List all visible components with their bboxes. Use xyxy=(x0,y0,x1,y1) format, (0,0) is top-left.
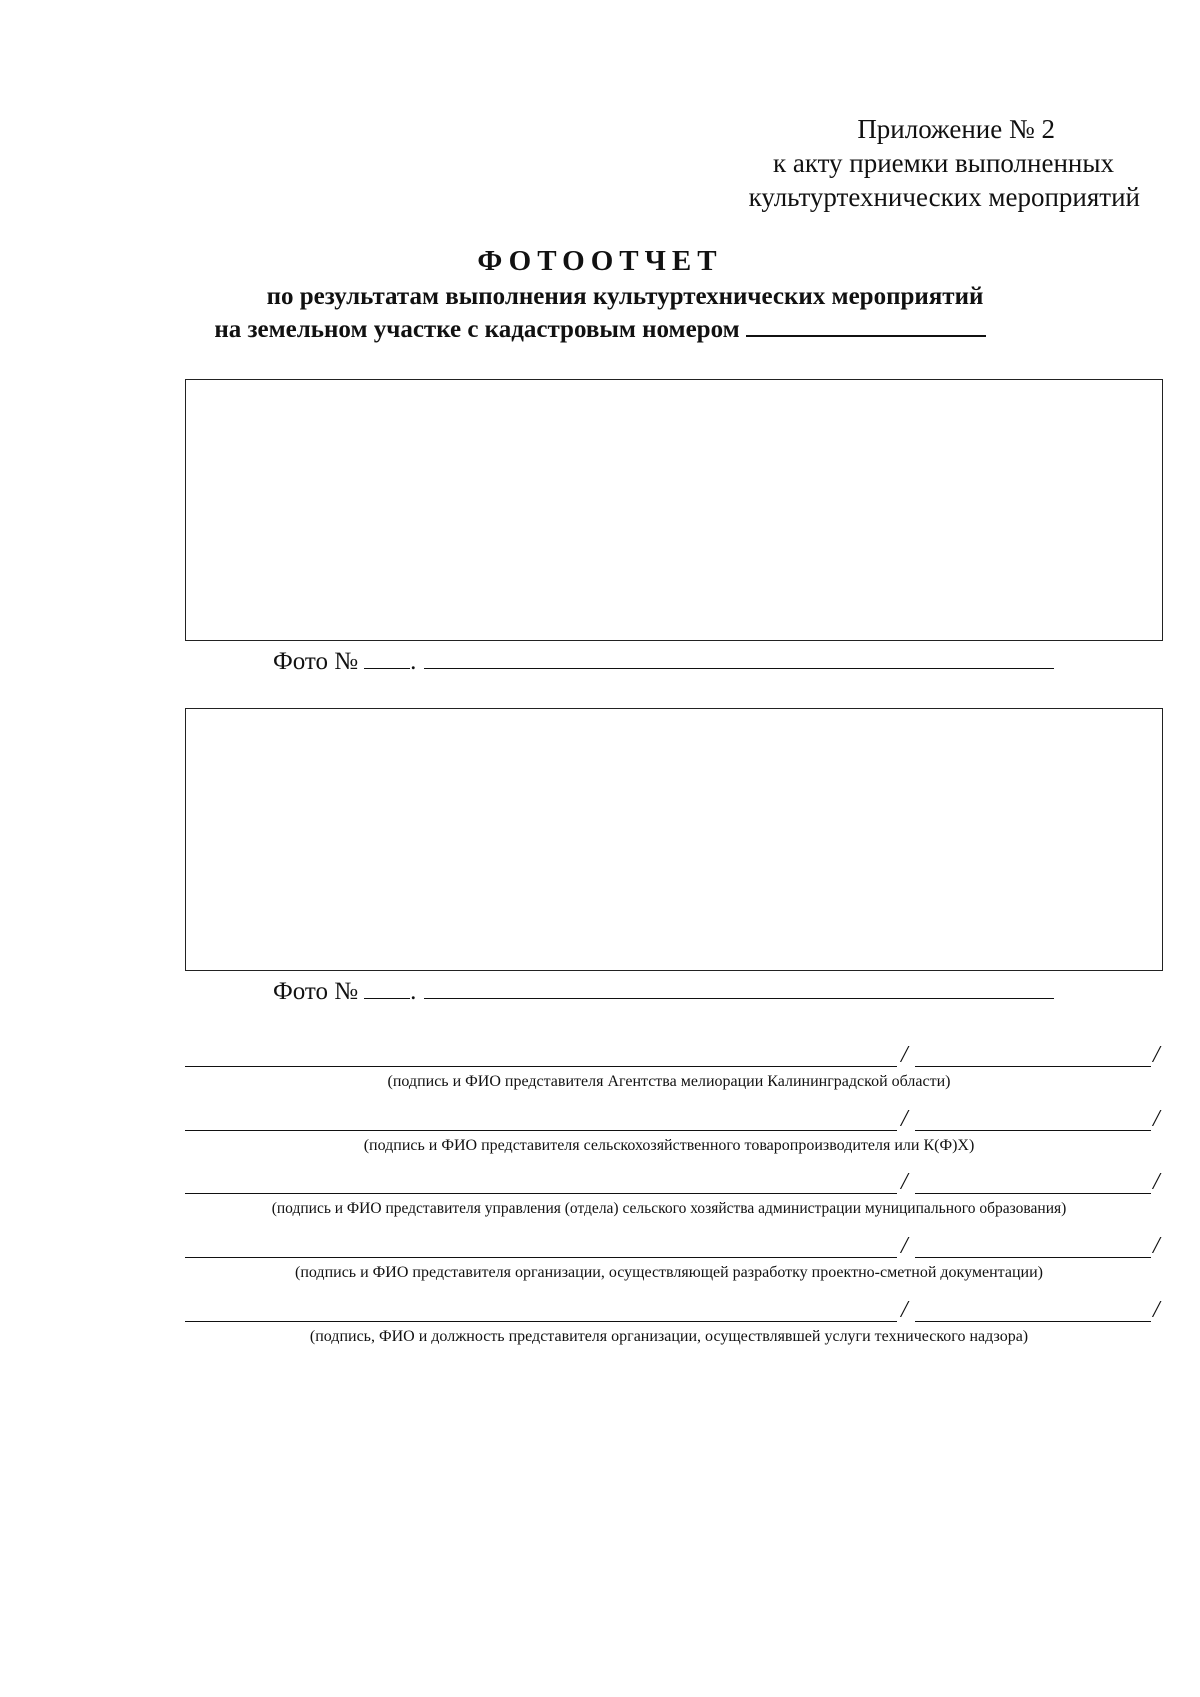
subtitle-line-2 xyxy=(0,313,1200,346)
signature-field[interactable] xyxy=(185,1130,897,1131)
signature-row-producer xyxy=(185,1106,1165,1166)
appendix-reference: к акту приемки выполненных xyxy=(772,148,1114,178)
photo-placeholder-1[interactable] xyxy=(185,379,1163,641)
photo-number-field[interactable] xyxy=(364,978,410,999)
signature-hint: (подпись и ФИО представителя сельскохозяйственного товаропроизводителя или К(Ф)Х) xyxy=(363,1137,975,1154)
subtitle-line-2-text: на земельном участке с кадастровым номером xyxy=(214,316,740,343)
separator-slash: / xyxy=(1153,1233,1160,1259)
name-field[interactable] xyxy=(915,1321,1151,1322)
name-field[interactable] xyxy=(915,1193,1151,1194)
signature-row-design-org xyxy=(185,1233,1165,1293)
appendix-reference-cont: культуртехнических мероприятий xyxy=(748,182,1140,212)
separator-slash: / xyxy=(901,1042,908,1068)
signature-hint: (подпись и ФИО представителя организации, осуществляющей разработку проектно-сметной документации) xyxy=(295,1264,1043,1281)
separator-slash: / xyxy=(901,1233,908,1259)
separator-slash: / xyxy=(1153,1106,1160,1132)
signature-hint: (подпись, ФИО и должность представителя организации, осуществлявшей услуги технического надзора) xyxy=(309,1328,1029,1345)
name-field[interactable] xyxy=(915,1130,1151,1131)
signature-row-agency xyxy=(185,1042,1165,1102)
photo-placeholder-2[interactable] xyxy=(185,708,1163,971)
photo-number-field[interactable] xyxy=(364,648,410,669)
signature-hint: (подпись и ФИО представителя Агентства мелиорации Калининградской области) xyxy=(387,1073,951,1090)
signature-hint: (подпись и ФИО представителя управления (отдела) сельского хозяйства администрации муниципального образования) xyxy=(271,1200,1067,1217)
photo-caption-label: Фото № xyxy=(273,648,359,675)
name-field[interactable] xyxy=(915,1257,1151,1258)
separator-slash: / xyxy=(1153,1297,1160,1323)
separator-slash: / xyxy=(901,1106,908,1132)
signature-row-supervision xyxy=(185,1297,1165,1357)
photo-caption-dot: . xyxy=(410,978,417,1005)
photo-caption-label: Фото № xyxy=(273,978,359,1005)
signature-row-municipal xyxy=(185,1169,1165,1229)
signature-field[interactable] xyxy=(185,1321,897,1322)
photo-caption-dot: . xyxy=(410,648,417,675)
document-title: ФОТООТЧЕТ xyxy=(477,245,723,277)
photo-caption-2 xyxy=(273,977,1054,1007)
appendix-number: Приложение № 2 xyxy=(857,114,1055,144)
name-field[interactable] xyxy=(915,1066,1151,1067)
cadastral-number-field[interactable] xyxy=(746,313,986,337)
separator-slash: / xyxy=(901,1169,908,1195)
separator-slash: / xyxy=(1153,1169,1160,1195)
separator-slash: / xyxy=(1153,1042,1160,1068)
signature-field[interactable] xyxy=(185,1193,897,1194)
document-subtitle xyxy=(0,280,1200,346)
photo-caption-1 xyxy=(273,647,1054,677)
photo-description-field[interactable] xyxy=(424,648,1054,669)
signature-field[interactable] xyxy=(185,1257,897,1258)
appendix-header xyxy=(440,112,1140,214)
photo-description-field[interactable] xyxy=(424,978,1054,999)
signature-field[interactable] xyxy=(185,1066,897,1067)
subtitle-line-1: по результатам выполнения культуртехнических мероприятий xyxy=(266,283,984,310)
separator-slash: / xyxy=(901,1297,908,1323)
